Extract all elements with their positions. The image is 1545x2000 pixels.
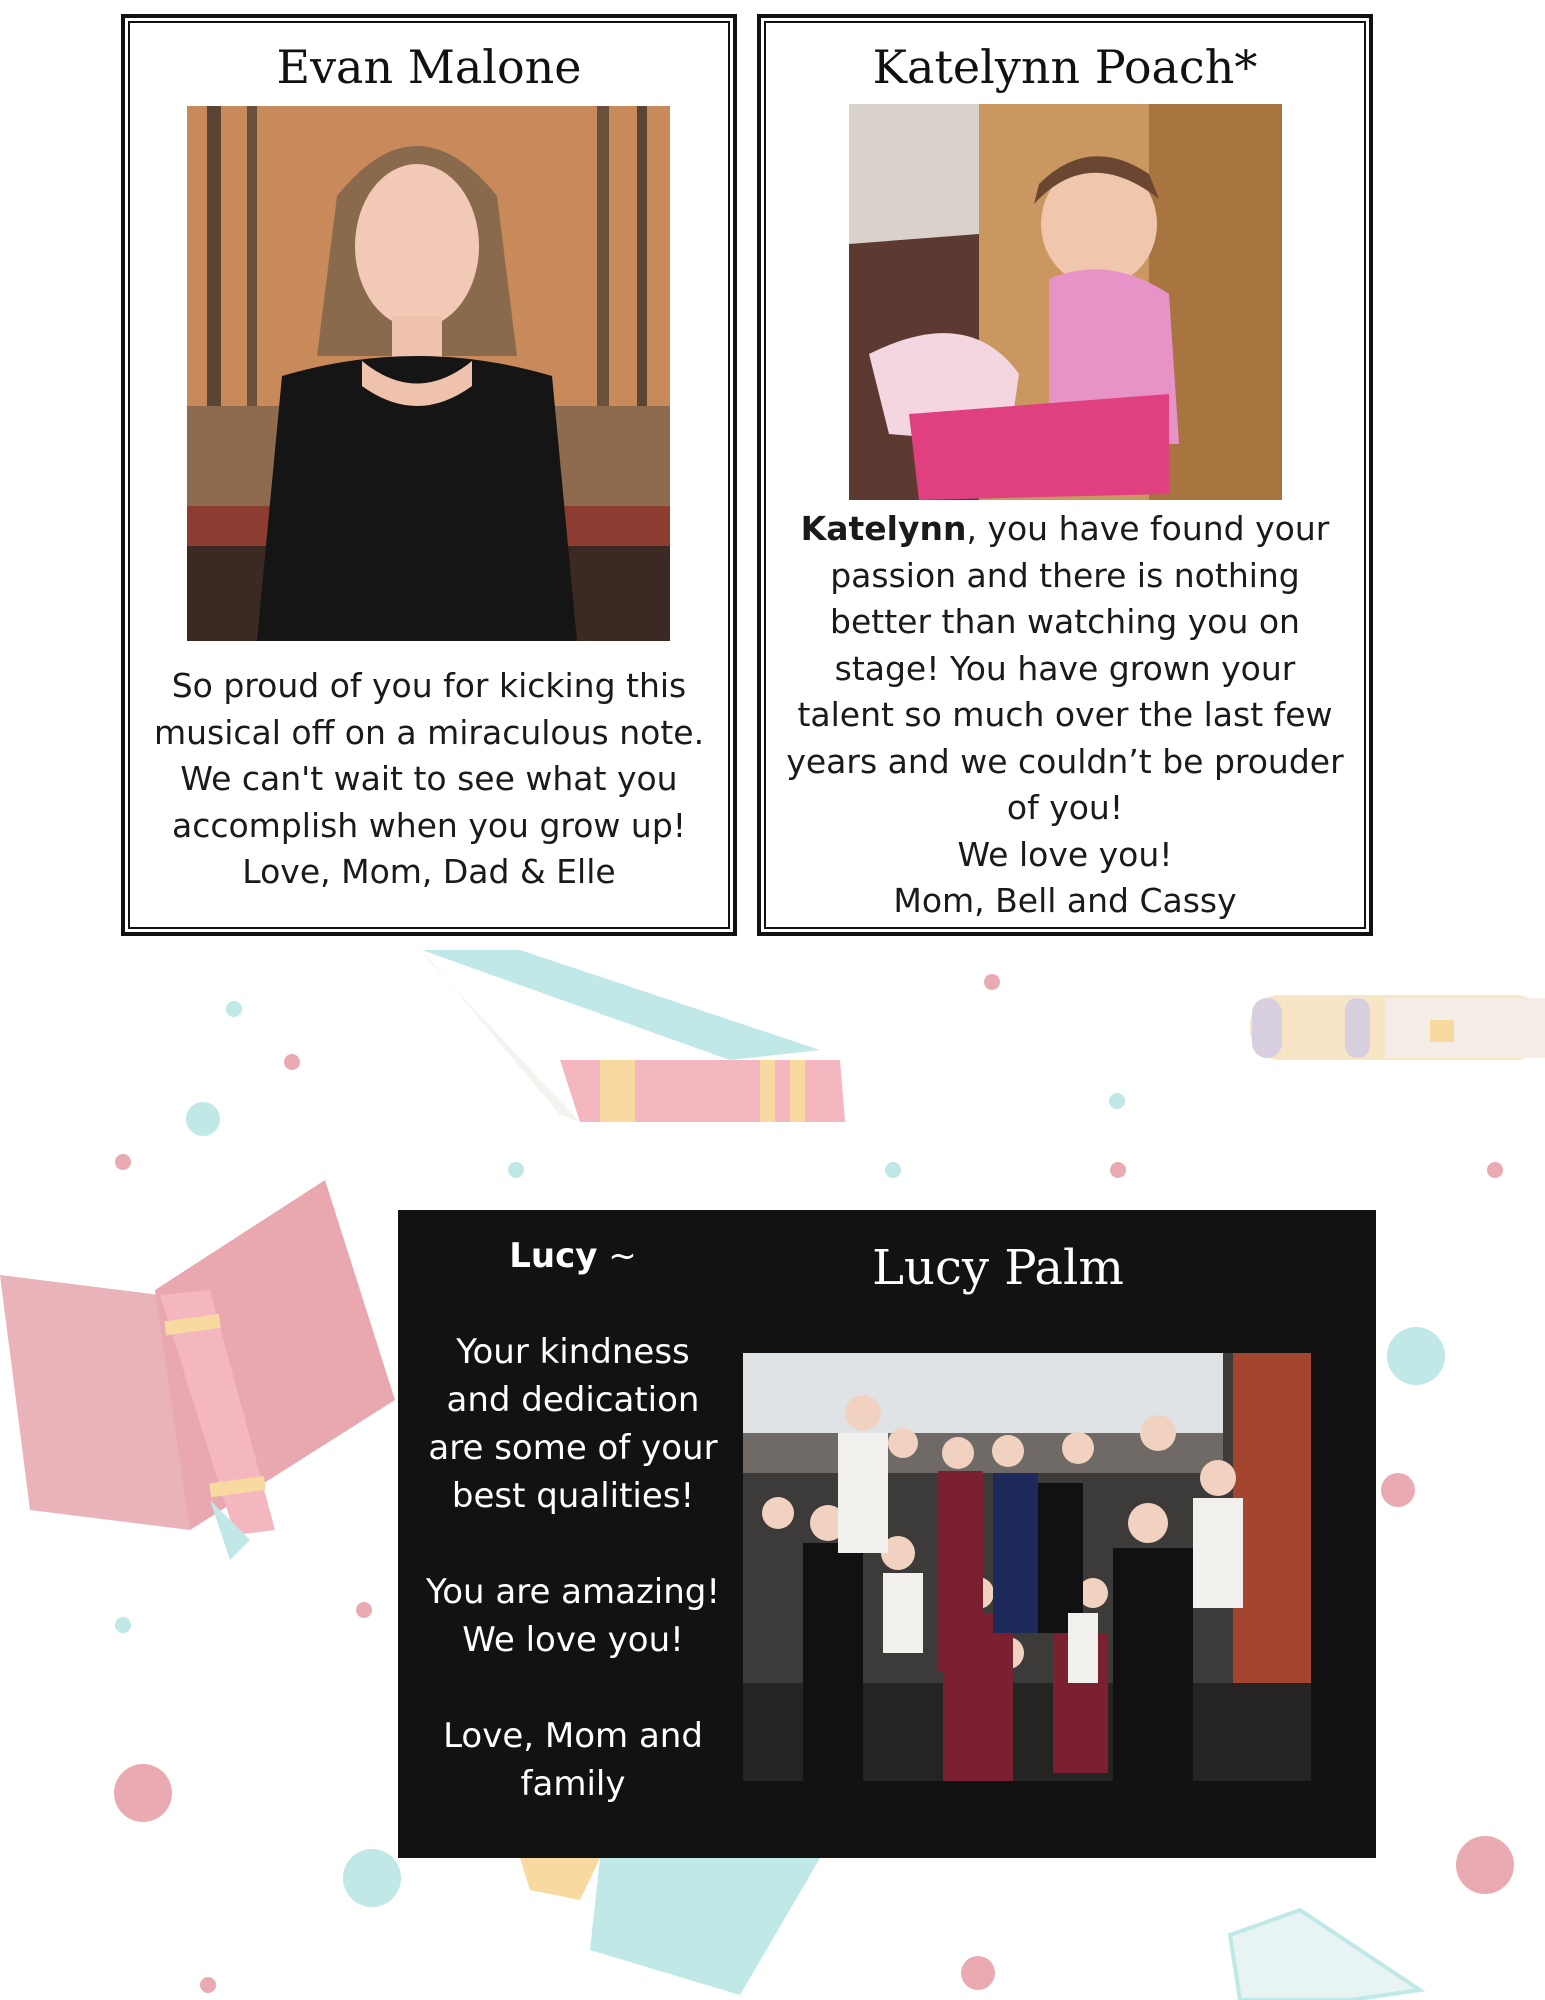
message-line: accomplish when you grow up! bbox=[171, 805, 686, 845]
group-photo bbox=[743, 1353, 1311, 1781]
tribute-message bbox=[139, 663, 719, 896]
message-line: We love you! bbox=[462, 1620, 684, 1660]
message-line: We love you! bbox=[957, 834, 1173, 874]
panel-title: Lucy Palm bbox=[872, 1240, 1124, 1296]
message-signature: Love, Mom, Dad & Elle bbox=[242, 852, 616, 891]
card-title: Katelynn Poach* bbox=[872, 40, 1258, 94]
message-line: better than watching you on bbox=[830, 602, 1300, 641]
tribute-message bbox=[418, 1232, 728, 1808]
message-signature: family bbox=[520, 1764, 626, 1804]
message-line: and dedication bbox=[446, 1380, 700, 1420]
message-line: We can't wait to see what you bbox=[180, 759, 678, 798]
card-title: Evan Malone bbox=[276, 40, 582, 94]
greeting-name: Lucy bbox=[509, 1236, 598, 1276]
message-signature: Mom, Bell and Cassy bbox=[893, 881, 1237, 920]
tribute-message bbox=[775, 506, 1355, 925]
message-line: You are amazing! bbox=[425, 1572, 721, 1612]
message-line: passion and there is nothing bbox=[830, 555, 1300, 595]
message-greeting bbox=[418, 1232, 728, 1280]
message-line: talent so much over the last few bbox=[797, 695, 1333, 734]
message-line: musical off on a miraculous note. bbox=[153, 712, 705, 752]
tribute-card-katelynn bbox=[757, 14, 1373, 936]
portrait-photo bbox=[187, 106, 670, 641]
book-illustration bbox=[0, 1180, 395, 1560]
message-line: years and we couldn’t be prouder bbox=[786, 741, 1344, 781]
greeting-suffix: ~ bbox=[597, 1236, 637, 1276]
message-name-bold: Katelynn bbox=[800, 509, 967, 548]
message-signature: Love, Mom and bbox=[443, 1716, 703, 1756]
message-line: stage! You have grown your bbox=[834, 648, 1296, 688]
book-illustration bbox=[1250, 995, 1545, 1060]
message-line: , you have found your bbox=[966, 509, 1330, 548]
message-line: So proud of you for kicking this bbox=[171, 666, 687, 705]
book-illustration bbox=[422, 950, 845, 1122]
message-line: best qualities! bbox=[451, 1476, 695, 1516]
message-line: are some of your bbox=[428, 1428, 718, 1468]
message-line: of you! bbox=[1006, 788, 1124, 827]
tribute-panel-lucy bbox=[398, 1210, 1376, 1858]
message-line: Your kindness bbox=[456, 1332, 690, 1372]
baby-photo bbox=[849, 104, 1282, 500]
tribute-card-evan bbox=[121, 14, 737, 936]
